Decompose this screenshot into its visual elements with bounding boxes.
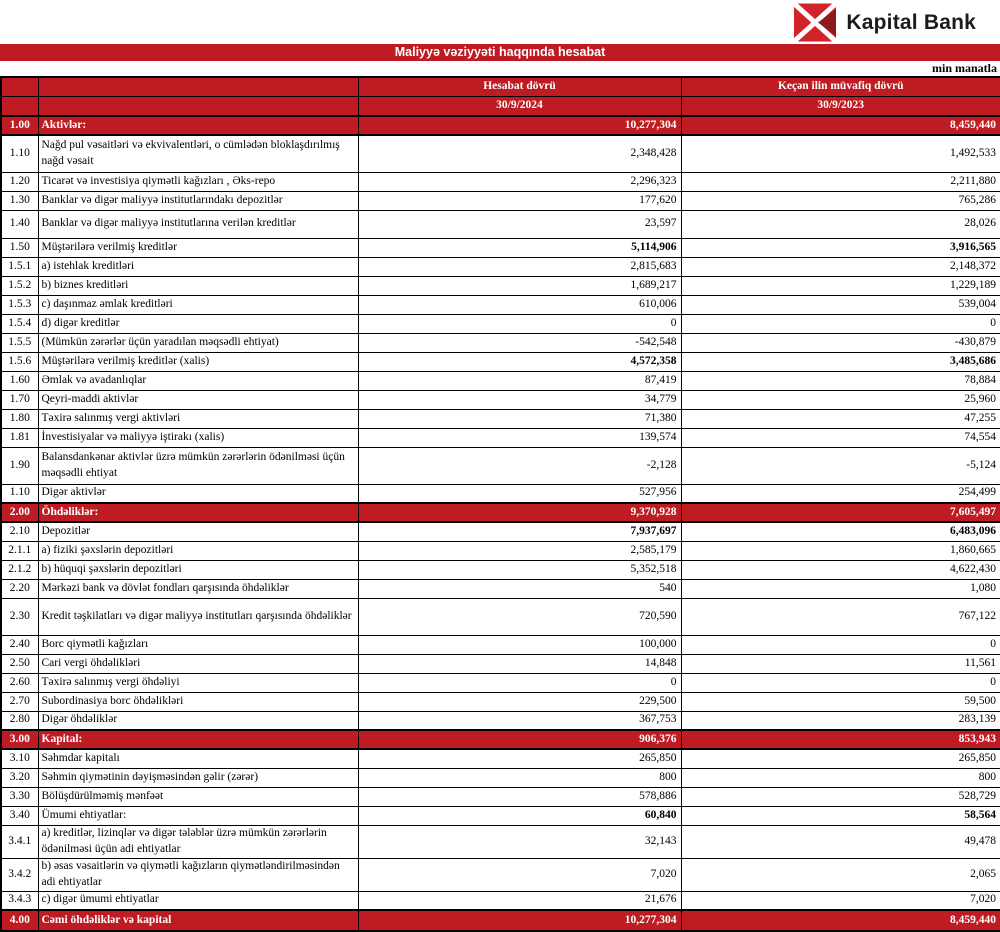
row-number: 1.50 xyxy=(1,238,38,257)
row-label: a) kreditlər, lizinqlər və digər tələblər üzrə mümkün zərərlərin ödənilməsi üçün adi ehtiyatlar xyxy=(38,825,358,858)
value-2023: 0 xyxy=(681,673,1000,692)
row-label: a) istehlak kreditləri xyxy=(38,257,358,276)
row-label: c) digər ümumi ehtiyatlar xyxy=(38,891,358,910)
value-2023: 6,483,096 xyxy=(681,522,1000,541)
value-2023: 0 xyxy=(681,314,1000,333)
row-label: Digər öhdəliklər xyxy=(38,711,358,730)
report-title-banner: Maliyyə vəziyyəti haqqında hesabat xyxy=(0,44,1000,61)
row-number: 3.4.2 xyxy=(1,858,38,891)
table-row xyxy=(1,787,1000,806)
value-2023: 265,850 xyxy=(681,749,1000,768)
value-2023: 1,492,533 xyxy=(681,135,1000,172)
value-2023: 254,499 xyxy=(681,484,1000,503)
table-row xyxy=(1,390,1000,409)
value-2024: 9,370,928 xyxy=(358,503,681,522)
table-row xyxy=(1,333,1000,352)
value-2024: -542,548 xyxy=(358,333,681,352)
row-label: Əmlak və avadanlıqlar xyxy=(38,371,358,390)
table-row xyxy=(1,484,1000,503)
kapital-bank-logo-icon xyxy=(793,3,837,42)
row-label: b) hüquqi şəxslərin depozitləri xyxy=(38,560,358,579)
table-row xyxy=(1,891,1000,910)
row-label: Kapital: xyxy=(38,730,358,749)
table-row xyxy=(1,858,1000,891)
value-2024: 229,500 xyxy=(358,692,681,711)
value-2023: 0 xyxy=(681,635,1000,654)
value-2024: -2,128 xyxy=(358,447,681,484)
row-number: 2.10 xyxy=(1,522,38,541)
row-number: 1.5.6 xyxy=(1,352,38,371)
row-label: Ümumi ehtiyatlar: xyxy=(38,806,358,825)
row-label: Təxirə salınmış vergi öhdəliyi xyxy=(38,673,358,692)
table-row xyxy=(1,910,1000,931)
table-row xyxy=(1,522,1000,541)
row-label: Bölüşdürülməmiş mənfəət xyxy=(38,787,358,806)
table-row xyxy=(1,560,1000,579)
value-2023: 1,860,665 xyxy=(681,541,1000,560)
row-label: Balansdankənar aktivlər üzrə mümkün zərərlərin ödənilməsi üçün məqsədli ehtiyat xyxy=(38,447,358,484)
value-2023: -5,124 xyxy=(681,447,1000,484)
row-label: Banklar və digər maliyyə institutlarına verilən kreditlər xyxy=(38,210,358,238)
value-2024: 5,114,906 xyxy=(358,238,681,257)
value-2023: 765,286 xyxy=(681,191,1000,210)
row-label: Mərkəzi bank və dövlət fondları qarşısında öhdəliklər xyxy=(38,579,358,598)
value-2024: 87,419 xyxy=(358,371,681,390)
row-number: 1.5.3 xyxy=(1,295,38,314)
row-number: 1.00 xyxy=(1,116,38,135)
row-label: Təxirə salınmış vergi aktivləri xyxy=(38,409,358,428)
value-2023: 539,004 xyxy=(681,295,1000,314)
value-2023: 2,148,372 xyxy=(681,257,1000,276)
row-number: 1.80 xyxy=(1,409,38,428)
row-number: 2.1.1 xyxy=(1,541,38,560)
value-2023: 25,960 xyxy=(681,390,1000,409)
value-2023: 767,122 xyxy=(681,598,1000,635)
header-empty-label xyxy=(38,77,358,97)
table-row xyxy=(1,692,1000,711)
value-2023: 1,229,189 xyxy=(681,276,1000,295)
row-number: 2.30 xyxy=(1,598,38,635)
value-2023: 1,080 xyxy=(681,579,1000,598)
value-2024: 0 xyxy=(358,314,681,333)
row-number: 2.70 xyxy=(1,692,38,711)
value-2023: 74,554 xyxy=(681,428,1000,447)
value-2024: 4,572,358 xyxy=(358,352,681,371)
table-row xyxy=(1,447,1000,484)
row-label: (Mümkün zərərlər üçün yaradılan məqsədli ehtiyat) xyxy=(38,333,358,352)
row-label: Səhmin qiymətinin dəyişməsindən gəlir (zərər) xyxy=(38,768,358,787)
row-number: 2.50 xyxy=(1,654,38,673)
value-2024: 177,620 xyxy=(358,191,681,210)
value-2023: 7,020 xyxy=(681,891,1000,910)
row-number: 3.4.1 xyxy=(1,825,38,858)
table-row xyxy=(1,673,1000,692)
row-number: 2.60 xyxy=(1,673,38,692)
table-row xyxy=(1,116,1000,135)
row-number: 1.90 xyxy=(1,447,38,484)
value-2024: 2,296,323 xyxy=(358,172,681,191)
table-row xyxy=(1,352,1000,371)
row-label: Səhmdar kapitalı xyxy=(38,749,358,768)
value-2023: 2,065 xyxy=(681,858,1000,891)
row-label: Cəmi öhdəliklər və kapital xyxy=(38,910,358,931)
row-number: 1.20 xyxy=(1,172,38,191)
row-number: 1.10 xyxy=(1,135,38,172)
row-label: Müştərilərə verilmiş kreditlər xyxy=(38,238,358,257)
value-2024: 578,886 xyxy=(358,787,681,806)
row-number: 1.60 xyxy=(1,371,38,390)
row-label: Digər aktivlər xyxy=(38,484,358,503)
table-row xyxy=(1,135,1000,172)
table-row xyxy=(1,371,1000,390)
table-row xyxy=(1,238,1000,257)
row-label: Ticarət və investisiya qiymətli kağızları , Əks-repo xyxy=(38,172,358,191)
table-row xyxy=(1,503,1000,522)
brand-wordmark: Kapital Bank xyxy=(846,10,976,34)
value-2023: 58,564 xyxy=(681,806,1000,825)
row-number: 1.30 xyxy=(1,191,38,210)
value-2024: 100,000 xyxy=(358,635,681,654)
row-label: Müştərilərə verilmiş kreditlər (xalis) xyxy=(38,352,358,371)
table-row xyxy=(1,210,1000,238)
value-2024: 906,376 xyxy=(358,730,681,749)
statement-table xyxy=(0,76,1000,932)
header-period-current: Hesabat dövrü xyxy=(358,77,681,97)
row-number: 4.00 xyxy=(1,910,38,931)
table-row xyxy=(1,806,1000,825)
value-2024: 527,956 xyxy=(358,484,681,503)
value-2024: 23,597 xyxy=(358,210,681,238)
value-2023: 3,485,686 xyxy=(681,352,1000,371)
table-header-period-row xyxy=(1,77,1000,97)
value-2024: 10,277,304 xyxy=(358,116,681,135)
row-label: Subordinasiya borc öhdəlikləri xyxy=(38,692,358,711)
table-row xyxy=(1,654,1000,673)
value-2023: 28,026 xyxy=(681,210,1000,238)
table-row xyxy=(1,635,1000,654)
value-2023: 3,916,565 xyxy=(681,238,1000,257)
value-2024: 21,676 xyxy=(358,891,681,910)
value-2023: 800 xyxy=(681,768,1000,787)
value-2024: 32,143 xyxy=(358,825,681,858)
row-number: 1.5.5 xyxy=(1,333,38,352)
row-number: 2.20 xyxy=(1,579,38,598)
row-label: İnvestisiyalar və maliyyə iştirakı (xalis) xyxy=(38,428,358,447)
value-2023: 59,500 xyxy=(681,692,1000,711)
value-2023: 47,255 xyxy=(681,409,1000,428)
value-2024: 60,840 xyxy=(358,806,681,825)
row-number: 2.80 xyxy=(1,711,38,730)
row-number: 3.40 xyxy=(1,806,38,825)
unit-note: min manatla xyxy=(931,61,997,75)
row-number: 1.5.4 xyxy=(1,314,38,333)
table-row xyxy=(1,295,1000,314)
row-number: 3.00 xyxy=(1,730,38,749)
row-label: c) daşınmaz əmlak kreditləri xyxy=(38,295,358,314)
value-2024: 5,352,518 xyxy=(358,560,681,579)
brand-header xyxy=(793,3,976,42)
row-label: d) digər kreditlər xyxy=(38,314,358,333)
value-2023: 7,605,497 xyxy=(681,503,1000,522)
value-2024: 610,006 xyxy=(358,295,681,314)
header-empty-label xyxy=(38,97,358,117)
row-number: 2.40 xyxy=(1,635,38,654)
row-label: Banklar və digər maliyyə institutlarındakı depozitlər xyxy=(38,191,358,210)
value-2024: 367,753 xyxy=(358,711,681,730)
value-2023: 8,459,440 xyxy=(681,116,1000,135)
value-2023: 528,729 xyxy=(681,787,1000,806)
value-2023: -430,879 xyxy=(681,333,1000,352)
row-label: Cari vergi öhdəlikləri xyxy=(38,654,358,673)
row-label: Öhdəliklər: xyxy=(38,503,358,522)
row-number: 3.30 xyxy=(1,787,38,806)
table-row xyxy=(1,409,1000,428)
value-2023: 2,211,880 xyxy=(681,172,1000,191)
row-label: Nağd pul vəsaitləri və ekvivalentləri, o cümlədən bloklaşdırılmış nağd vəsait xyxy=(38,135,358,172)
table-row xyxy=(1,749,1000,768)
value-2023: 49,478 xyxy=(681,825,1000,858)
value-2024: 2,348,428 xyxy=(358,135,681,172)
table-row xyxy=(1,825,1000,858)
row-label: b) əsas vəsaitlərin və qiymətli kağızların qiymətləndirilməsindən adi ehtiyatlar xyxy=(38,858,358,891)
table-row xyxy=(1,172,1000,191)
value-2024: 10,277,304 xyxy=(358,910,681,931)
value-2024: 1,689,217 xyxy=(358,276,681,295)
table-row xyxy=(1,711,1000,730)
row-number: 3.20 xyxy=(1,768,38,787)
row-number: 1.70 xyxy=(1,390,38,409)
value-2024: 34,779 xyxy=(358,390,681,409)
table-row xyxy=(1,191,1000,210)
table-row xyxy=(1,730,1000,749)
header-date-current: 30/9/2024 xyxy=(358,97,681,117)
value-2024: 7,020 xyxy=(358,858,681,891)
row-number: 2.1.2 xyxy=(1,560,38,579)
table-body xyxy=(1,116,1000,931)
value-2023: 853,943 xyxy=(681,730,1000,749)
header-empty-no xyxy=(1,77,38,97)
value-2024: 265,850 xyxy=(358,749,681,768)
header-date-previous: 30/9/2023 xyxy=(681,97,1000,117)
row-number: 1.5.2 xyxy=(1,276,38,295)
table-row xyxy=(1,428,1000,447)
row-label: Borc qiymətli kağızları xyxy=(38,635,358,654)
value-2024: 7,937,697 xyxy=(358,522,681,541)
row-label: Kredit təşkilatları və digər maliyyə institutları qarşısında öhdəliklər xyxy=(38,598,358,635)
row-label: a) fiziki şəxslərin depozitləri xyxy=(38,541,358,560)
row-number: 1.5.1 xyxy=(1,257,38,276)
row-label: Depozitlər xyxy=(38,522,358,541)
row-number: 1.81 xyxy=(1,428,38,447)
table-row xyxy=(1,257,1000,276)
header-period-previous: Keçən ilin müvafiq dövrü xyxy=(681,77,1000,97)
row-label: Aktivlər: xyxy=(38,116,358,135)
value-2024: 139,574 xyxy=(358,428,681,447)
row-number: 2.00 xyxy=(1,503,38,522)
row-label: b) biznes kreditləri xyxy=(38,276,358,295)
row-number: 1.10 xyxy=(1,484,38,503)
table-header-date-row xyxy=(1,97,1000,117)
value-2023: 78,884 xyxy=(681,371,1000,390)
header-empty-no xyxy=(1,97,38,117)
value-2024: 540 xyxy=(358,579,681,598)
table-row xyxy=(1,579,1000,598)
value-2024: 2,585,179 xyxy=(358,541,681,560)
value-2024: 720,590 xyxy=(358,598,681,635)
value-2024: 71,380 xyxy=(358,409,681,428)
row-number: 3.10 xyxy=(1,749,38,768)
row-number: 3.4.3 xyxy=(1,891,38,910)
value-2023: 4,622,430 xyxy=(681,560,1000,579)
value-2024: 14,848 xyxy=(358,654,681,673)
value-2023: 8,459,440 xyxy=(681,910,1000,931)
table-row xyxy=(1,276,1000,295)
financial-statement-table xyxy=(0,76,1000,932)
value-2023: 283,139 xyxy=(681,711,1000,730)
value-2024: 0 xyxy=(358,673,681,692)
value-2024: 800 xyxy=(358,768,681,787)
table-row xyxy=(1,314,1000,333)
value-2023: 11,561 xyxy=(681,654,1000,673)
row-label: Qeyri-maddi aktivlər xyxy=(38,390,358,409)
table-row xyxy=(1,598,1000,635)
value-2024: 2,815,683 xyxy=(358,257,681,276)
table-row xyxy=(1,541,1000,560)
table-row xyxy=(1,768,1000,787)
row-number: 1.40 xyxy=(1,210,38,238)
